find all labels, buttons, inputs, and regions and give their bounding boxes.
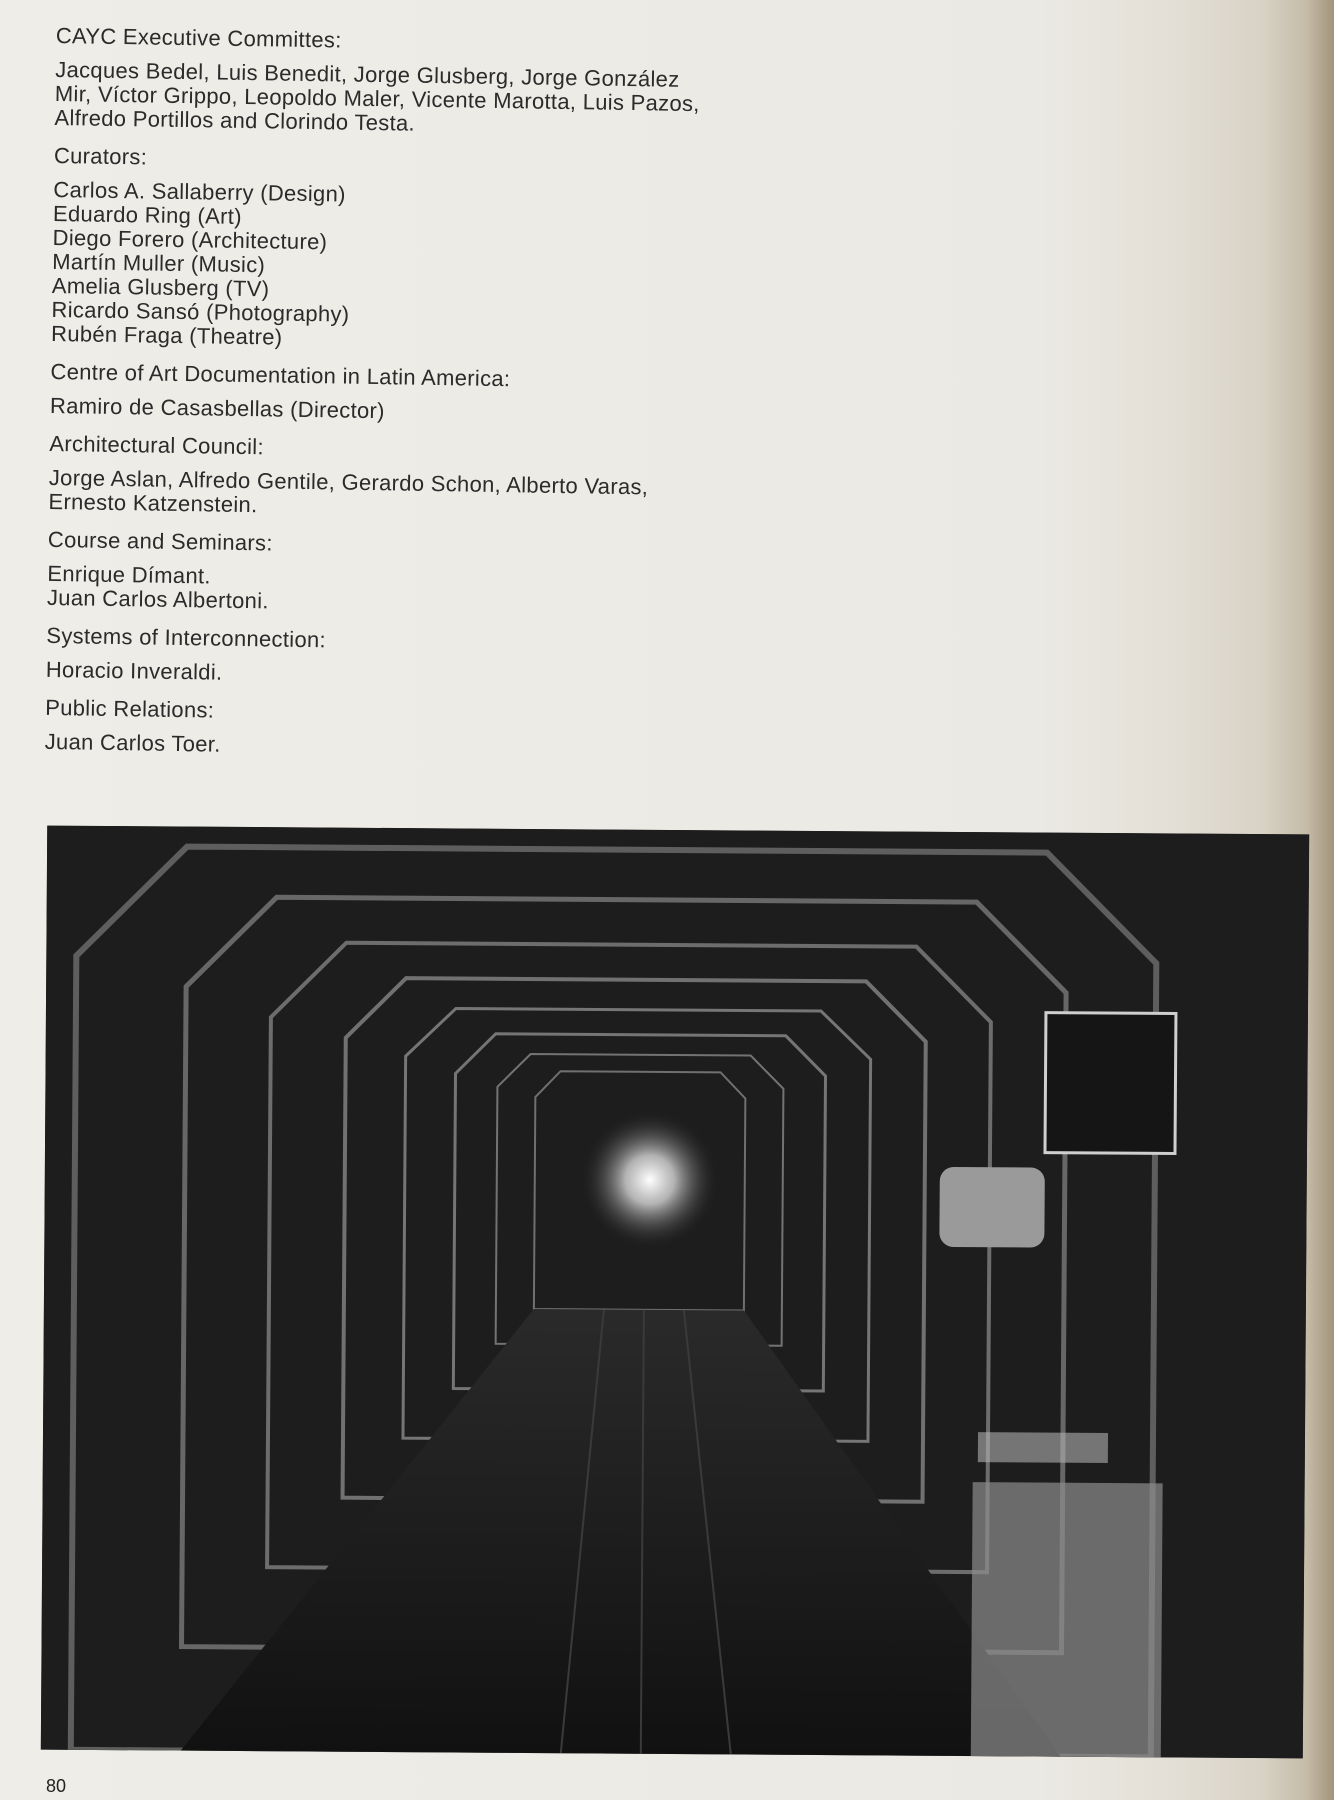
- section-body: Jacques Bedel, Luis Benedit, Jorge Glusberg, Jorge González Mir, Víctor Grippo, Leopoldo Maler, Vicente Marotta, Luis Pazos, Alfredo Portillos and Clorindo Testa.: [54, 56, 700, 136]
- section-body: Carlos A. Sallaberry (Design) Eduardo Ring (Art) Diego Forero (Architecture) Martín Muller (Music) Amelia Glusberg (TV) Ricardo Sansó (Photography) Rubén Fraga (Theatre): [50, 176, 350, 350]
- section-body: Enrique Dímant. Juan Carlos Albertoni.: [46, 560, 270, 614]
- section-executive-committee: [54, 24, 856, 143]
- page-number: 80: [46, 1776, 67, 1796]
- section-heading: Centre of Art Documentation in Latin America:: [50, 358, 511, 392]
- section-body: Juan Carlos Toer.: [44, 728, 221, 757]
- credits-text-block: [44, 24, 856, 780]
- section-heading: Architectural Council:: [49, 430, 265, 460]
- section-course-seminars: [47, 528, 848, 623]
- section-heading: CAYC Executive Committes:: [55, 23, 342, 53]
- section-body: Horacio Inveraldi.: [45, 656, 223, 685]
- section-body: Ramiro de Casasbellas (Director): [49, 392, 385, 424]
- section-systems-interconnection: [46, 624, 847, 695]
- section-architectural-council: [48, 432, 849, 527]
- section-body: Jorge Aslan, Alfredo Gentile, Gerardo Schon, Alberto Varas, Ernesto Katzenstein.: [48, 464, 649, 518]
- section-public-relations: [45, 696, 846, 767]
- section-heading: Curators:: [53, 142, 148, 170]
- tunnel-photograph: [41, 826, 1309, 1759]
- tunnel-photo-illustration: [41, 826, 1309, 1759]
- section-documentation-centre: [50, 360, 851, 431]
- section-curators: [51, 144, 854, 359]
- section-heading: Public Relations:: [45, 694, 215, 723]
- section-heading: Course and Seminars:: [47, 526, 273, 556]
- section-heading: Systems of Interconnection:: [46, 622, 327, 653]
